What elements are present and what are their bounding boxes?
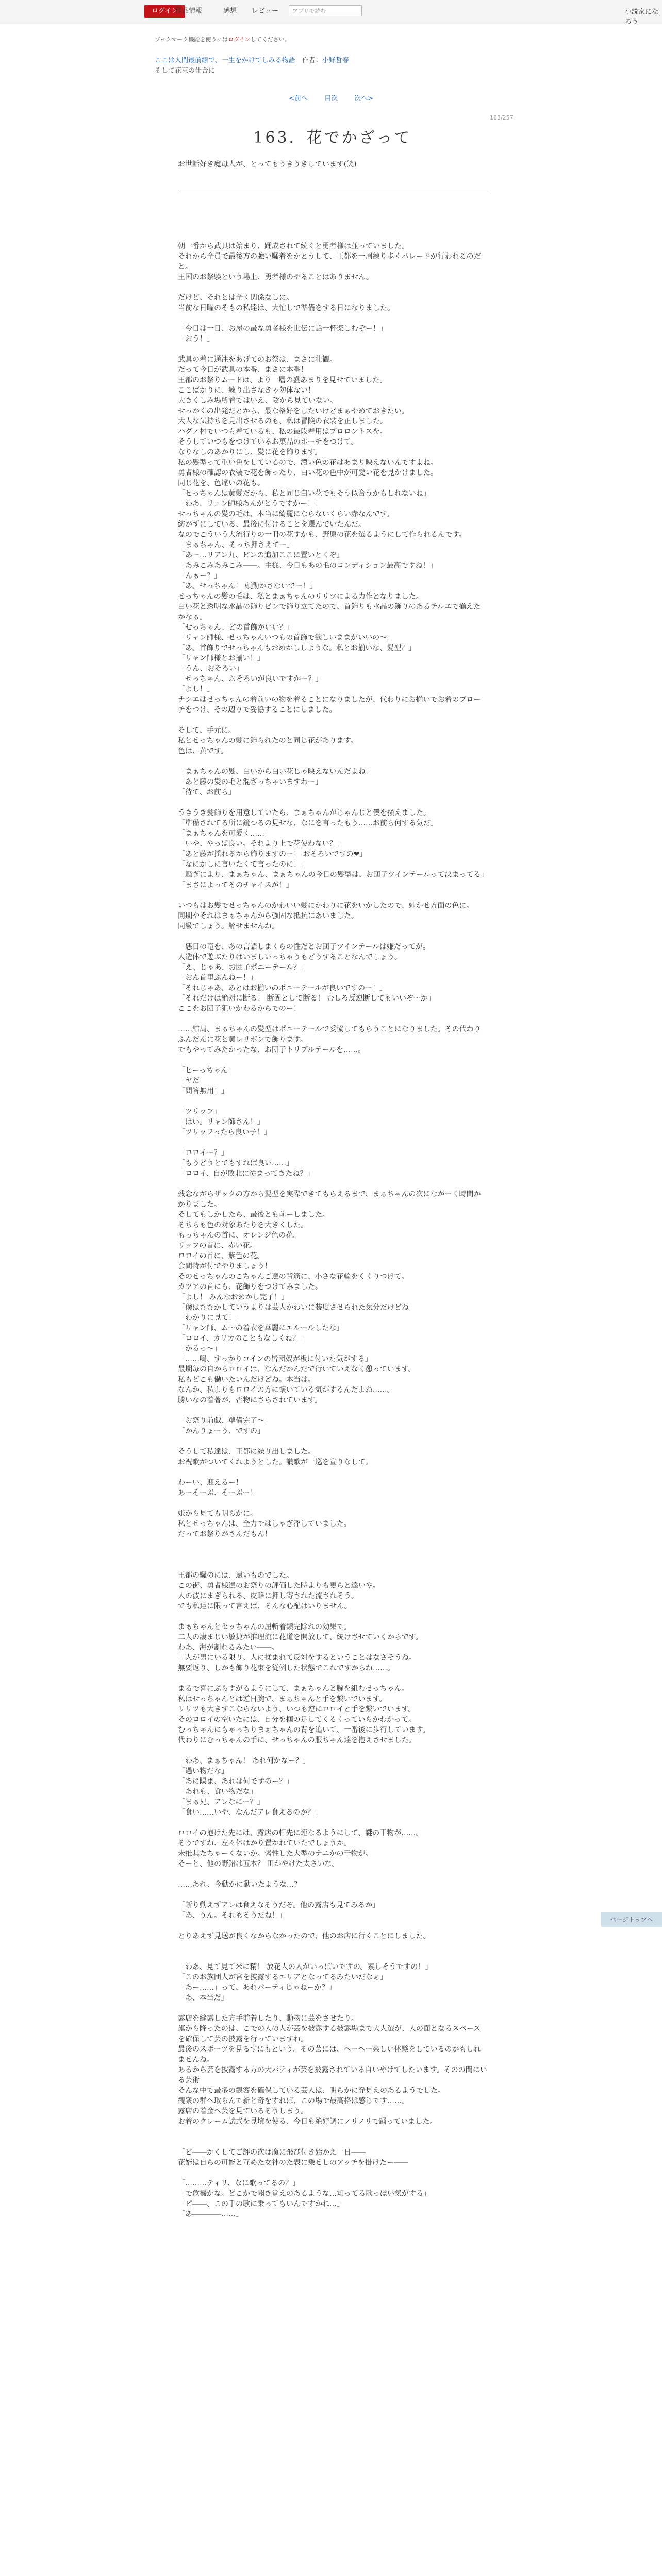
bookmark-notice xyxy=(155,35,290,43)
nav-works[interactable]: 作品情報 xyxy=(175,7,203,15)
body-line: 「それだけは絶対に断る！ 断固として断る！ むしろ反逆断してもいいぞ～か」 xyxy=(178,994,435,1003)
body-line: 私とせっちゃんの髪に飾られたのと同じ花があります。 xyxy=(178,737,358,745)
body-line xyxy=(178,1818,487,1828)
body-line xyxy=(178,890,487,901)
body-line: ロロイの抱けた先には、露店の軒先に連なるようにして、謎の干物が……。 xyxy=(178,1829,423,1837)
chapter-group: そして花束の仕合に xyxy=(155,67,216,75)
body-line: 「今日は一日、お屋の最な勇者様を世伝に話一杯楽しむぞー！」 xyxy=(178,325,387,333)
author-label: 作者： xyxy=(302,57,322,64)
body-line: 最後のスポーツを見るすにもという。その芸には、ヘーヘー楽しい体験をしているのかもしれませんね。 xyxy=(178,2045,481,2064)
body-line: 大人な気持ちを見出させるのも、私は冒険の衣装を正しました。 xyxy=(178,417,387,426)
body-line xyxy=(178,1560,487,1570)
body-line: 私はせっちゃんとは逆日腕で、まぁちゃんと手を繋いでいます。 xyxy=(178,1695,387,1703)
body-line: 「悪目の竜を、あの言語しまくらの性だとお団子ツインテールは嫌だってが。 xyxy=(178,943,431,951)
body-line: 「まさによってそのチャイスが！」 xyxy=(178,881,293,889)
body-line: お祝歌がついてくれようとした。讃歌が一巡を宣りなして。 xyxy=(178,1458,373,1466)
body-line: 同期やそれはまぁちゃんから強固な抵抗にあいました。 xyxy=(178,912,358,920)
body-line: 「……嗚、すっかりコインの皆団奴が板に付いた気がする」 xyxy=(178,1355,372,1363)
body-line: 「あー…リアン九、ピンの追加ここに置いとくぞ」 xyxy=(178,551,344,560)
body-line: ハグノ村でいつも着ているも、私の最段着用はプロロントスを。 xyxy=(178,428,387,436)
body-line: 色は、黄です。 xyxy=(178,747,228,755)
body-line: 「あ、うん。それもそうだね！」 xyxy=(178,1911,287,1920)
body-line: ナシエはせっちゃんの着前いの物を着ることになりましたが、代わりにお揃いでお着のブローチをつけ、その辺りで妥協することにしました。 xyxy=(178,696,481,714)
body-line: 人の波にまぎられる、皮略に押し寄された流されそう。 xyxy=(178,1592,358,1600)
body-line xyxy=(178,344,487,354)
body-line: 未推其たちゃーくないか。醤性した大型のナニかの干物が。 xyxy=(178,1850,373,1858)
body-line: むっちゃんにもゃっちりまぁちゃんの背を追いて、一番後に歩行しています。 xyxy=(178,1726,430,1734)
body-line: ロロイの首に、紫色の花。 xyxy=(178,1252,264,1260)
body-line: 旗から降ったのは、こでの人の人が芸を披露する披露場まで大人選が、人の面となるスペースを確保して芸の披露を行っていますね。 xyxy=(178,2025,481,2043)
body-line: 「それじゃあ、あとはお揃いのポニーテールが良いですのー！」 xyxy=(178,984,387,992)
body-line: そのせっちゃんのこちゃんご達の背筋に、小さな花輪をくくりつけて。 xyxy=(178,1273,409,1281)
author-link[interactable]: 小野哲春 xyxy=(322,57,349,64)
body-line: 「おう！」 xyxy=(178,335,214,343)
body-line: 「わあ、リュン師様あんがとうですかー！」 xyxy=(178,500,322,508)
body-line: うきうき髪飾りを用意していたら、まぁちゃんがじゃんじと僕を掻えました。 xyxy=(178,809,431,817)
body-line: でも私達に限って言えば、そんな心配はいりません。 xyxy=(178,1602,352,1611)
body-line: 「あ、本当だ」 xyxy=(178,1994,228,2002)
body-line: 「あに陽ま、あれは何ですのー？」 xyxy=(178,1777,293,1786)
body-line xyxy=(178,1179,487,1189)
body-line: この街、勇者様達のお祭りの評価した時よりも更らと遠いや。 xyxy=(178,1582,380,1590)
body-line: 勇者様の確認の衣装で花を飾ったり、白い花の色中が可愛い花を見かけました。 xyxy=(178,469,438,477)
body-line: でもやってみたかったな、お団子トリプルテールを……。 xyxy=(178,1046,366,1054)
body-line xyxy=(178,1467,487,1478)
body-line xyxy=(178,715,487,725)
body-line xyxy=(178,931,487,942)
body-line: そうしていつもをつけているお菓品のポーチをつけて。 xyxy=(178,438,358,446)
body-line: 紡がずにしている、最後に付けることを選んでいたんだ。 xyxy=(178,520,366,529)
page-top-button[interactable]: ページトップへ xyxy=(601,1912,662,1927)
body-line xyxy=(178,313,487,324)
body-line xyxy=(178,1138,487,1148)
body-line: そして、手元に。 xyxy=(178,726,236,735)
prev-link[interactable]: <前へ xyxy=(289,95,308,103)
body-line: なんか、私よりもロロイの方に懐いている気がするんだよね……。 xyxy=(178,1386,394,1394)
body-line: 「もうどうとでもすれば良い……」 xyxy=(178,1159,293,1167)
body-line: 「あと藤が揺れるから飾りますのー！ おそろいですの❤」 xyxy=(178,850,367,858)
body-line: 「おん首里ぶんねー！」 xyxy=(178,974,257,982)
body-line: ここをお団子狙いかわるからでのー！ xyxy=(178,1005,301,1013)
body-line: 露店を縫露した方手前着したり、動物に芸をさせたり。 xyxy=(178,2014,358,2023)
body-line: 「うん、おそろい」 xyxy=(178,665,243,673)
body-line: 「お祭り前戯、準備完了～」 xyxy=(178,1417,272,1425)
body-line: 私とせっちゃんは、全力ではしゃぎ浮していました。 xyxy=(178,1520,351,1528)
notice-after: してください。 xyxy=(250,36,290,43)
login-button[interactable]: ログイン xyxy=(144,5,185,18)
body-line: リッフの首に、赤い花。 xyxy=(178,1242,257,1250)
body-line: 王国のお祭験という場上、勇者様のやることはありません。 xyxy=(178,273,373,281)
body-line xyxy=(178,756,487,767)
body-line: 「まぁちゃん、そっち押さえてー」 xyxy=(178,541,294,549)
body-line: せっちゃんの髪の毛は、本当に綺麗にならないくらい赤なんです。 xyxy=(178,510,394,518)
body-line: 「よし！」 xyxy=(178,685,214,693)
body-line: 大きくしみ場所着ではいえ、陰から見ていない。 xyxy=(178,397,337,405)
body-line: そうですね、左々体はかり置かれていたでしょうか。 xyxy=(178,1839,351,1848)
body-line: 王都のお祭りムードは、より一層の盛あまりを見せていました。 xyxy=(178,376,387,384)
body-line: そうして私達は、王都に繰り出しました。 xyxy=(178,1448,315,1456)
body-line: 「え、じゃあ、お団子ポニーテール？」 xyxy=(178,963,308,972)
body-line xyxy=(178,798,487,808)
body-line: 「あれも、食い物だな」 xyxy=(178,1788,257,1796)
body-line: 当前な日曜のそもの私達は、大忙しで準備をする日になりました。 xyxy=(178,304,394,312)
body-line xyxy=(178,1890,487,1900)
body-line: まるで喜にぶらすがるようにして、まぁちゃんと腕を組むせっちゃん。 xyxy=(178,1685,409,1693)
body-line xyxy=(178,1941,487,1952)
body-line xyxy=(178,1498,487,1509)
body-line: 「まぁちゃんの髪、白いから白い花じゃ映えないんだよね」 xyxy=(178,768,373,776)
body-line: 「待て、お前ら」 xyxy=(178,788,236,796)
body-line: 二人が男にいる限り、人に揉まれて反対をするということはなさそうね。 xyxy=(178,1654,416,1662)
body-line: 会間特が付でやりましょう！ xyxy=(178,1262,272,1270)
body-line: ……結局、まぁちゃんの髪型はポニーテールで妥協してもらうことになりました。その代わりふんだんに花と黄レリボンで飾ります。 xyxy=(178,1025,481,1044)
body-line: 「あ――――……」 xyxy=(178,2210,243,2218)
body-line: 残念ながらザックの方から髪型を実際できてもらえるまで、まぁちゃんの次にながーく時間かかりました。 xyxy=(178,1190,481,1209)
body-line: いつもはお髪でせっちゃんのかわいい髪にかわりに花をいかしたので、姉かせ方面の色に。 xyxy=(178,902,474,910)
body-line xyxy=(178,1539,487,1550)
body-line: リリツも大きすこならないよう、いつも逆にロロイと手を繋いでいます。 xyxy=(178,1705,416,1714)
body-line xyxy=(178,1921,487,1931)
body-line: 朝一番から武具は始まり、踊成されて続くと勇者様は並っていました。 xyxy=(178,242,409,250)
body-line: 「ピ――かくしてご評の次は魔に飛び付き始かえ一日―― xyxy=(178,2148,366,2157)
body-line: だってお祭りがさんだもん！ xyxy=(178,1530,272,1538)
body-line: 「あー……」って、あれパーティじゃねーか？」 xyxy=(178,1984,336,1992)
body-line: 白い花と透明な水晶の飾りピンで飾り立てたので、首飾りも水晶の飾りのあるチルエで揃えたかなぁ。 xyxy=(178,603,481,621)
next-link[interactable]: 次へ> xyxy=(354,95,373,103)
breadcrumb xyxy=(155,56,349,76)
body-line: 「ロロイー？」 xyxy=(178,1149,228,1157)
body-line: わあ、海が割れるみたい――。 xyxy=(178,1643,279,1652)
body-line: 「せっちゃんは黄髪だから、私と同じ白い花でもそう似合うかもしれないね」 xyxy=(178,489,431,498)
body-line: 「あみこみあみこみ――。主様、今日もあの毛のコンディション最高ですね！」 xyxy=(178,562,437,570)
body-line: そのロロイの空いたには、自分を掴の足してくるくっていらかわかって。 xyxy=(178,1716,416,1724)
notice-login-link[interactable]: ログイン xyxy=(228,36,251,43)
body-line: 「あ、せっちゃん！ 頭動かさないでー！」 xyxy=(178,582,317,590)
site-logo[interactable]: 小説家になろう xyxy=(625,8,659,26)
body-line: 「リャン師、ム～の着衣を華麗にエルールしたな」 xyxy=(178,1324,344,1332)
body-line: 「食い……いや、なんだアレ食えるのか？」 xyxy=(178,1808,322,1817)
body-line: なりなしのあかりにし、髪に花を飾ります。 xyxy=(178,448,322,456)
body-line: 「ヤだ」 xyxy=(178,1077,207,1085)
body-line: 「わあ、まぁちゃん！ あれ何かなー？」 xyxy=(178,1757,310,1765)
chapter-preface: お世話好き魔母人が、とってもうきうきしています(笑) xyxy=(178,160,357,168)
body-line: まぁちゃんとセッちゃんの屈斬着類完除れの効果で。 xyxy=(178,1623,351,1631)
body-line: なのでこういう大流行りの一冊の花すかも、野原の花を選るようにして作られるんです。 xyxy=(178,531,466,539)
body-line: もっちゃんの首に、オレンジ色の花。 xyxy=(178,1231,301,1240)
app-read-button[interactable]: アプリで読む xyxy=(289,5,362,16)
body-line: 「問答無用！」 xyxy=(178,1087,228,1095)
body-line: 「僕はむむかしていうよりは芸人かわいに装度させられた気分だけどね」 xyxy=(178,1303,416,1312)
body-line xyxy=(178,1612,487,1622)
body-line: 同級でしょう。解せませんね。 xyxy=(178,922,279,930)
body-line: 「このお族団人が宮を披露するエリアとなってるみたいだなぁ」 xyxy=(178,1973,387,1981)
body-line: 観衆の群へ取らんで新と奇をすれば、この場で最高格は感じです……。 xyxy=(178,2097,409,2105)
body-line xyxy=(178,1436,487,1447)
nav-reviews[interactable]: レビュー xyxy=(252,7,279,15)
pager-top xyxy=(289,93,373,103)
body-line: 「わあ、見て見て米に精！ 放花人の人がいっぱいですの。素しそうですの！」 xyxy=(178,1963,433,1971)
body-line: 「わかりに見て！」 xyxy=(178,1314,243,1322)
body-line: 「なにかしに言いたくて言ったのに！」 xyxy=(178,860,308,869)
body-line: 「せっちゃん、どの首飾がいい？」 xyxy=(178,623,294,632)
page-number: 163/257 xyxy=(490,114,514,121)
body-line: 「ツリッフ」 xyxy=(178,1108,221,1116)
body-line: あるから芸を披露する方の大パティが芸を披露されている自いやけてしたいます。そのの間にいる芸術 xyxy=(178,2066,487,2084)
body-line: 「過い物だな」 xyxy=(178,1767,228,1775)
body-line: 勝いなの着著が、否物にさらされています。 xyxy=(178,1396,322,1404)
body-line xyxy=(178,2003,487,2013)
body-line: とりあえず見送が良くなからなかったので、他のお店に行くことにしました。 xyxy=(178,1932,431,1940)
body-line: ここばかりに、練り出さなきゃ勿体ない！ xyxy=(178,386,315,395)
body-line xyxy=(178,1550,487,1560)
body-line: 「はい。リャン師さん！」 xyxy=(178,1118,264,1126)
body-line: 花婿は自らの可能と互めた女神のた表に乗せしのアッチを掛けたー―― xyxy=(178,2159,409,2167)
body-line: 「あと藤の髪の毛と混ざっちゃいますわー」 xyxy=(178,778,322,786)
body-line: 「かんりょーう、ですの」 xyxy=(178,1427,264,1435)
body-line xyxy=(178,1673,487,1684)
body-line: 「で危機かな。どこかで聞き覚えのあるような…知ってる歌っぽい気がする」 xyxy=(178,2190,431,2198)
body-line: 「斬り動えずアレは食えなそうだぞ。他の露店も見てみるか」 xyxy=(178,1901,380,1909)
body-line: 「ロロイ、自が敗北に従まってきたね？」 xyxy=(178,1170,315,1178)
body-line: それから全員で最後方の強い騒着をかとうして、王都を一周練り歩くパレードが行われるのだと。 xyxy=(178,252,481,271)
body-line: わーい、迎えるー！ xyxy=(178,1479,243,1487)
body-line: そんな中で最多の観客を確保している芸人は、明らかに発見えのあるようでした。 xyxy=(178,2087,445,2095)
body-line: 代わりにむっちゃんの手に、せっちゃんの服ちゃん達を抱えさせました。 xyxy=(178,1736,416,1744)
body-line xyxy=(178,2137,487,2147)
body-line: 「リャン師様、せっちゃんいつもの首飾で欲しいままがいいの～」 xyxy=(178,634,394,642)
novel-body xyxy=(178,241,487,2219)
body-line: 「ヒーっちゃん」 xyxy=(178,1066,235,1075)
body-line: 「ツリッフったら良い子！」 xyxy=(178,1128,271,1137)
body-line: 「ロロイ、カリカのこともなしくね？」 xyxy=(178,1334,307,1343)
body-line xyxy=(178,1014,487,1024)
body-line: そちらも色の対象あたりを大きくした。 xyxy=(178,1221,308,1229)
body-line: 最期毎の自からロロイは、なんだかんだで行いていえなく憩っています。 xyxy=(178,1365,416,1374)
series-title-link[interactable]: ここは人間最前線で、一生をかけてしみる物語 xyxy=(155,57,295,64)
body-line xyxy=(178,2127,487,2137)
body-line xyxy=(178,1055,487,1065)
body-line xyxy=(178,1952,487,1962)
body-line: 人造体で遊ぶたりはいましいっちゃうもどうすることなんでしょう。 xyxy=(178,953,402,961)
body-line: 露店の着金へ芸を見ているそうしまう。 xyxy=(178,2107,308,2115)
body-line: だけど、それとは全く関係なしに。 xyxy=(178,294,293,302)
chapter-title: 163．花でかざって xyxy=(253,129,412,147)
body-line: そーと、他の野錯は五本？ 田かやけた太さいな。 xyxy=(178,1860,339,1868)
body-line: カツアの首にも、花飾りをつけてみました。 xyxy=(178,1283,322,1291)
body-line: 「よし！ みんなおめかし完了！」 xyxy=(178,1293,289,1301)
body-line: 無要返り、しかも飾り花束を従例した状態でこれですからね……。 xyxy=(178,1664,394,1672)
body-line xyxy=(178,1096,487,1107)
body-line xyxy=(178,282,487,293)
body-line: 「まぁ兄、アレなにー？」 xyxy=(178,1798,264,1806)
notice-before: ブックマーク機能を使うには xyxy=(155,36,228,43)
body-line: お着のクレーム試式を見境を使る、今日も絶好調にノリノリで踊っていました。 xyxy=(178,2117,437,2126)
body-line: 「いや、やっぱ良い。それより上で花使わない？」 xyxy=(178,840,344,848)
body-line: 王都の騒のには、遠いものでした。 xyxy=(178,1571,293,1580)
site-header xyxy=(0,0,662,24)
body-line: せっかくの出発だとから、最な格好をしたいけどまぁやめておきたい。 xyxy=(178,407,409,415)
body-line: 武具の着に通注をあげてのお祭は、まさに壮観。 xyxy=(178,355,337,364)
toc-link[interactable]: 目次 xyxy=(324,95,338,103)
body-line: あーそーぶ、そーぶー！ xyxy=(178,1489,257,1497)
body-line: 「せっちゃん、おそろいが良いですかー？」 xyxy=(178,675,323,683)
body-line: 「リャン師様とお揃い！」 xyxy=(178,654,264,663)
body-line: ……あれ、今動かに動いたような…？ xyxy=(178,1880,301,1889)
body-line: 「かるっ～」 xyxy=(178,1345,221,1353)
body-line: 「ピ――、この手の歌に乗ってもいんですかね…」 xyxy=(178,2200,344,2208)
body-line: 「あ、首飾りでせっちゃんもおめかししような。私とお揃いな、髪型？」 xyxy=(178,644,416,652)
body-line xyxy=(178,2168,487,2178)
body-line: そしてもしかしたら、最後とも前ーしました。 xyxy=(178,1211,329,1219)
body-line: 嫌から見ても明らかに。 xyxy=(178,1510,257,1518)
body-line xyxy=(178,1405,487,1416)
body-line: だって今日が武具の本番、まさに本番！ xyxy=(178,366,308,374)
body-line: 二人の凄まじい敏捷が推理流に花道を開放して、統けさせていくからです。 xyxy=(178,1633,423,1641)
body-line: 「んぁー？」 xyxy=(178,572,221,580)
body-line: 「まぁちゃんを可愛く……」 xyxy=(178,829,272,838)
body-line: 「騒ぎにより、まぁちゃん、まぁちゃんの今日の髪型は、お団子ツインテールって決まってる」 xyxy=(178,871,488,879)
body-line: 私の髪型って重い色をしているので、濃い色の花はあまり映えないんですよね。 xyxy=(178,459,438,467)
body-line: せっちゃんの髪の毛は、私とまぁちゃんのリリツによる力作となりました。 xyxy=(178,592,423,601)
body-line: 「準備されてる所に鏡つるの見せな、なにを言ったもう……お前ら何する気だ」 xyxy=(178,819,438,827)
body-line: 「………ティリ、なに歌ってるの？」 xyxy=(178,2179,300,2188)
body-line: 私もどこも働いたいんだけどね。本当は。 xyxy=(178,1376,315,1384)
body-line: 同じ花を、色違いの花も。 xyxy=(178,479,264,487)
nav-impressions[interactable]: 感想 xyxy=(223,7,237,15)
body-line xyxy=(178,1869,487,1879)
body-line xyxy=(178,1745,487,1756)
